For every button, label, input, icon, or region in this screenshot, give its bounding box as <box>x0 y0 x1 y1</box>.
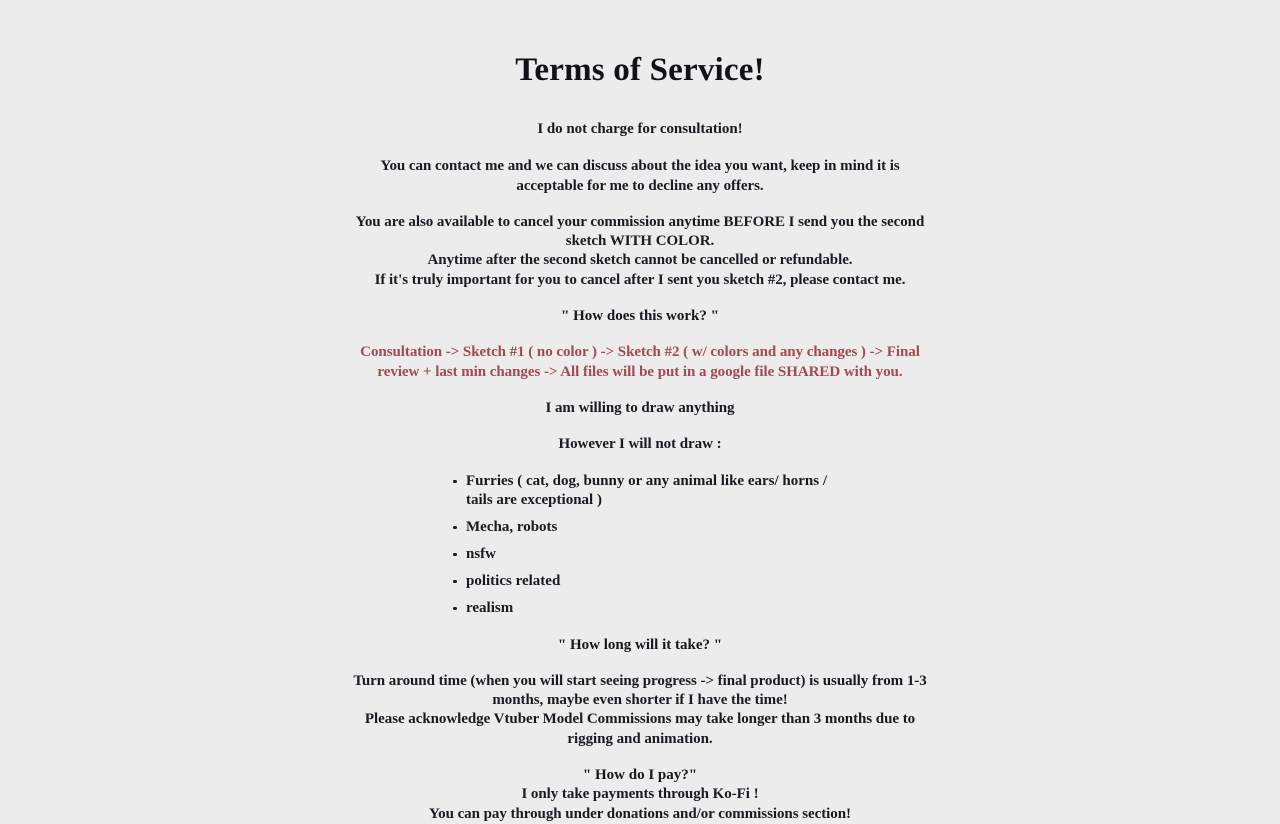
cancellation-line-1: You are also available to cancel your commission anytime BEFORE I send you the second sketch WITH COLOR. <box>355 213 925 250</box>
list-item: realism <box>449 599 829 618</box>
payment-heading: " How do I pay?" <box>582 766 698 783</box>
list-item: Mecha, robots <box>449 518 829 537</box>
list-item: politics related <box>449 572 829 591</box>
cancellation-line-2: Anytime after the second sketch cannot be cancelled or refundable. <box>427 252 853 269</box>
list-item: nsfw <box>449 545 829 564</box>
timeline-line-1: Turn around time (when you will start seeing progress -> final product) is usually from 1-3 months, maybe even shorter if I have the time! <box>353 672 927 709</box>
process-heading: " How does this work? " <box>561 308 719 325</box>
spacer <box>345 418 935 435</box>
spacer <box>345 455 935 472</box>
spacer <box>345 326 935 343</box>
page-title: Terms of Service! <box>515 52 765 88</box>
spacer <box>345 618 935 636</box>
will-not-draw-heading: However I will not draw : <box>558 436 722 453</box>
spacer <box>345 196 935 213</box>
spacer <box>345 655 935 672</box>
list-item: Furries ( cat, dog, bunny or any animal like ears/ horns / tails are exceptional ) <box>449 472 829 510</box>
contact-note: You can contact me and we can discuss about the idea you want, keep in mind it is acceptable for me to decline any offers. <box>380 158 900 194</box>
payment-line-2: You can pay through under donations and/or commissions section! <box>429 805 851 822</box>
spacer <box>345 290 935 307</box>
spacer <box>345 139 935 157</box>
spacer <box>345 382 935 399</box>
consultation-note: I do not charge for consultation! <box>537 120 743 137</box>
timeline-line-2: Please acknowledge Vtuber Model Commissions may take longer than 3 months due to rigging and animation. <box>364 711 916 747</box>
willing-to-draw-note: I am willing to draw anything <box>545 399 735 416</box>
will-not-draw-list <box>449 472 829 618</box>
payment-line-1: I only take payments through Ko-Fi ! <box>521 786 759 803</box>
content-column <box>345 52 935 824</box>
process-flow-text: Consultation -> Sketch #1 ( no color ) -> Sketch #2 ( w/ colors and any changes ) -> Final review + last min changes -> All files will be put in a google file SHARED with you. <box>360 344 920 380</box>
cancellation-line-3: If it's truly important for you to cancel after I sent you sketch #2, please contact me. <box>374 271 906 288</box>
timeline-heading: " How long will it take? " <box>557 636 723 653</box>
spacer <box>345 749 935 766</box>
